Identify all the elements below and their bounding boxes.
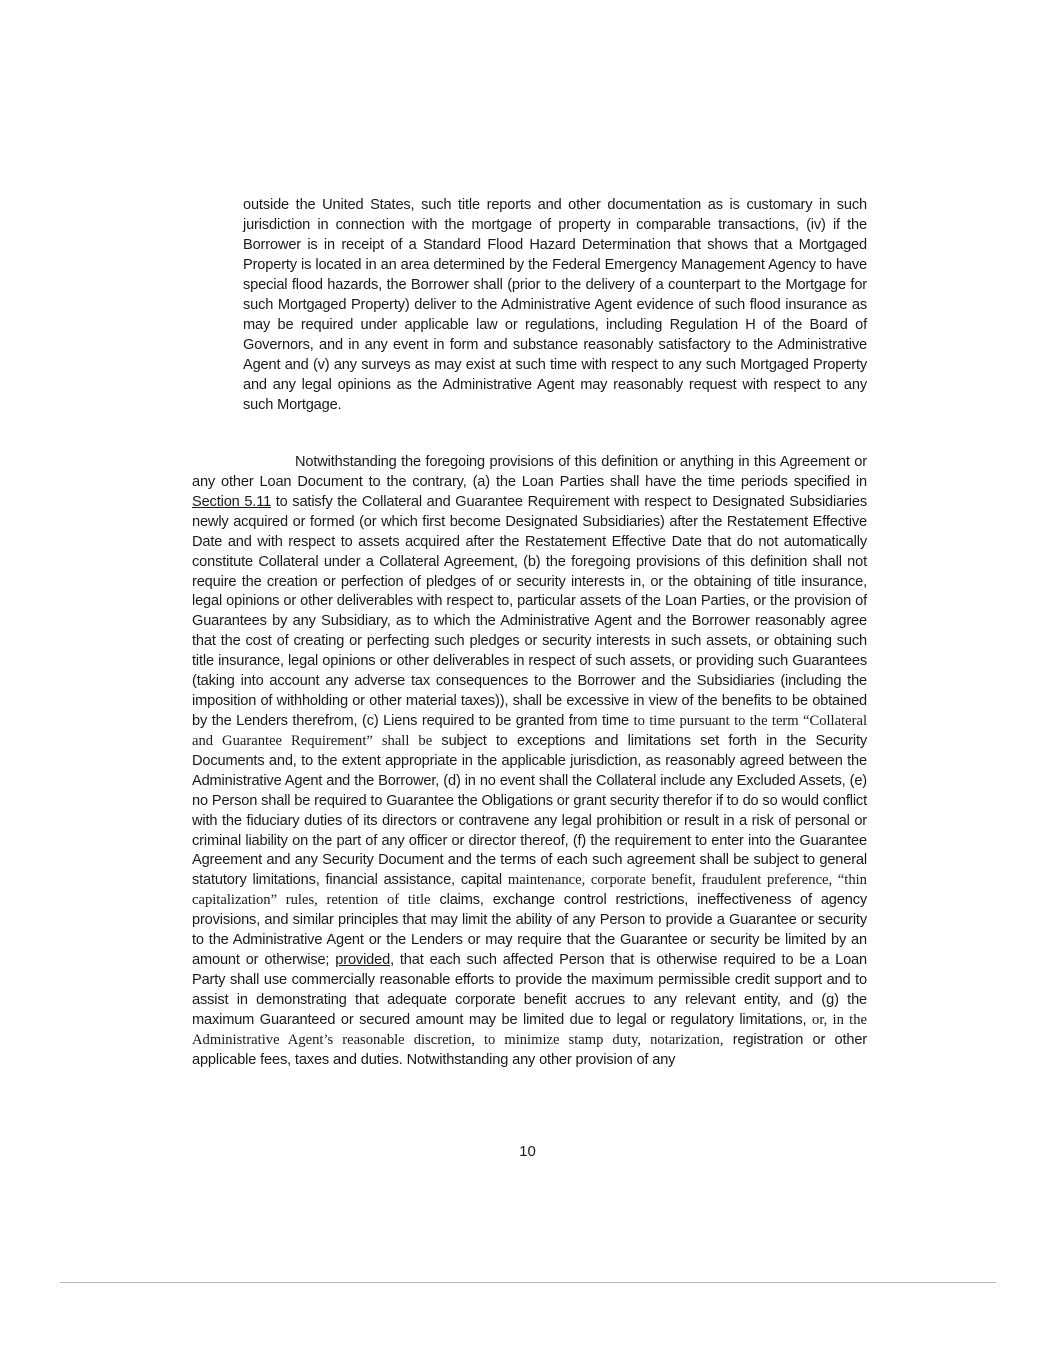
paragraph-text-part-5: maintenance, corporate benefit, fraudulent preference, “thin capitalization” rules, retention of title [192, 872, 867, 909]
paragraph-text-part-7: , that each such affected Person that is otherwise required to be a Loan Party shall use commercially reasonable efforts to provide the maximum permissible credit support and to assist in demonstrating that adequate corporate benefit accrues to any relevant entity, and (g) the maximum Guaranteed or secured amount may be limited due to legal or regulatory limitations, [192, 952, 867, 1028]
paragraph-text-part-2: to satisfy the Collateral and Guarantee Requirement with respect to Designated Subsidiaries newly acquired or formed (or which first become Designated Subsidiaries) after the Restatement Effective Date and with respect to assets acquired after the Restatement Effective Date that do not automatically constitute Collateral under a Collateral Agreement, (b) the foregoing provisions of this definition shall not require the creation or perfection of pledges of or security interests in, or the obtaining of title insurance, legal opinions or other deliverables with respect to, particular assets of the Loan Parties, or the provision of Guarantees by any Subsidiary, as to which the Administrative Agent and the Borrower reasonably agree that the cost of creating or perfecting such pledges or security interests in such assets, or obtaining such title insurance, legal opinions or other deliverables in respect of such assets, or providing such Guarantees (taking into account any adverse tax consequences to the Borrower and the Subsidiaries (including the imposition of withholding or other material taxes)), shall be excessive in view of the benefits to be obtained by the Lenders therefrom, (c) Liens required to be granted from time [192, 493, 867, 729]
paragraph-text-part-6: claims, exchange control restrictions, ineffectiveness of agency provisions, and similar principles that may limit the ability of any Person to provide a Guarantee or security to the Administrative Agent or the Lenders or may require that the Guarantee or security be limited by an amount or otherwise; [192, 892, 867, 969]
paragraph-text-part-3: to time pursuant to the term “Collateral and Guarantee Requirement” shall be [192, 712, 867, 749]
paragraph-continuation: outside the United States, such title reports and other documentation as is customary in such jurisdiction in connection with the mortgage of property in comparable transactions, (iv) if the Borrower is in receipt of a Standard Flood Hazard Determination that shows that a Mortgaged Property is located in an area determined by the Federal Emergency Management Agency to have special flood hazards, the Borrower shall (prior to the delivery of a counterpart to the Mortgage for such Mortgaged Property) deliver to the Administrative Agent evidence of such flood insurance as may be required under applicable law or regulations, including Regulation H of the Board of Governors, and in any event in form and substance reasonably satisfactory to the Administrative Agent and (v) any surveys as may exist at such time with respect to any such Mortgaged Property and any legal opinions as the Administrative Agent may reasonably request with respect to any such Mortgage. [243, 197, 867, 413]
section-reference-link: Section 5.11 [192, 493, 272, 510]
paragraph-notwithstanding [192, 453, 867, 1071]
paragraph-text-part-9: registration or other applicable fees, taxes and duties. Notwithstanding any other provision of any [192, 1031, 867, 1068]
paragraph-text-part-1: Notwithstanding the foregoing provisions of this definition or anything in this Agreement or any other Loan Document to the contrary, (a) the Loan Parties shall have the time periods specified in [192, 454, 867, 490]
page-divider [60, 1282, 996, 1283]
paragraph-text-part-4: subject to exceptions and limitations set forth in the Security Documents and, to the extent appropriate in the applicable jurisdiction, as reasonably agreed between the Administrative Agent and the Borrower, (d) in no event shall the Collateral include any Excluded Assets, (e) no Person shall be required to Guarantee the Obligations or grant security therefor if to do so would conflict with the fiduciary duties of its directors or contravene any legal prohibition or result in a risk of personal or criminal liability on the part of any officer or director thereof, (f) the requirement to enter into the Guarantee Agreement and any Security Document and the terms of each such agreement shall be subject to general statutory limitations, financial assistance, capital [192, 732, 867, 889]
paragraph-text-part-8: or, in the Administrative Agent’s reasonable discretion, to minimize stamp duty, notarization, [192, 1011, 868, 1048]
page-number: 10 [519, 1143, 536, 1160]
provided-term: provided [335, 952, 391, 969]
